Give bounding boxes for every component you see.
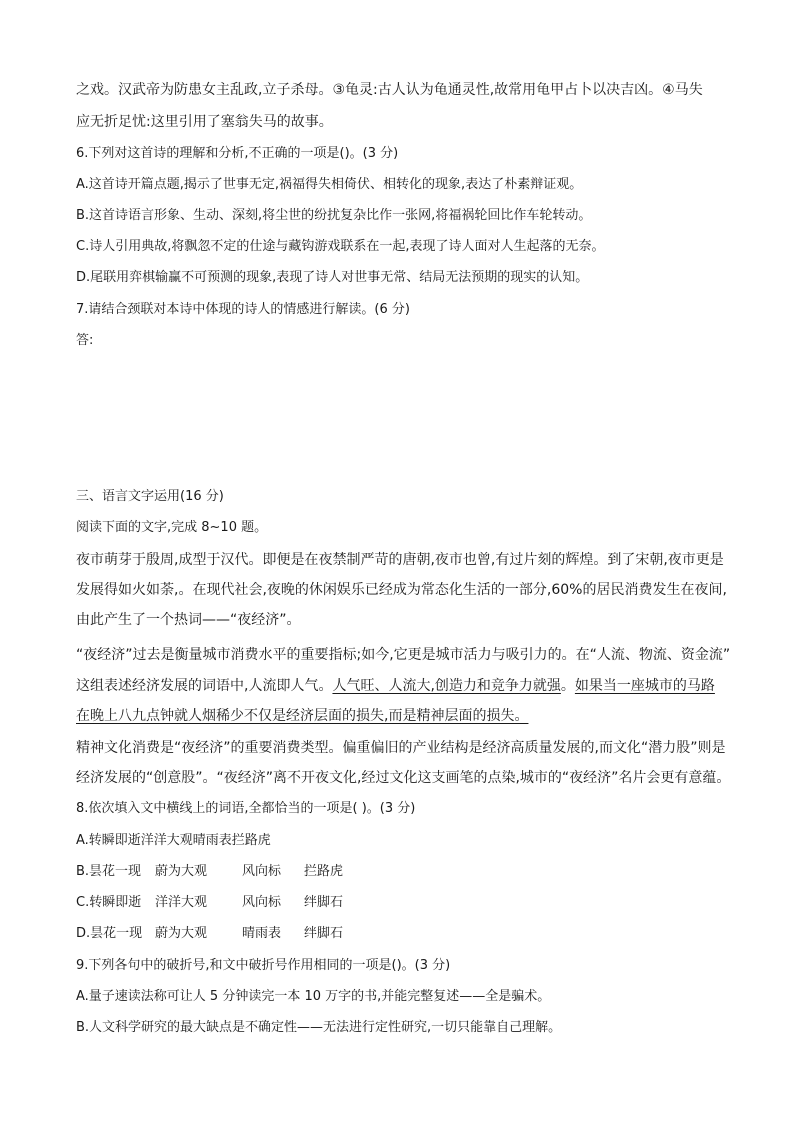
passage-p2-period: 。 [560, 678, 575, 694]
option-d-word-4: 绊脚石 [304, 926, 344, 941]
passage-p1-line-1: 夜市萌芽于殷周,成型于汉代。即便是在夜禁制严苛的唐朝,夜市也曾,有过片刻的辉煌。到了宋朝,夜市更是 [76, 552, 724, 568]
question-9-option-b: B.人文科学研究的最大缺点是不确定性——无法进行定性研究,一切只能靠自己理解。 [76, 1020, 562, 1035]
underlined-sentence-1: 人气旺、人流大,创造力和竞争力就强 [332, 678, 561, 694]
underlined-sentence-2-start: 如果当一座城市的马路 [574, 678, 715, 694]
answer-label: 答: [76, 333, 94, 348]
option-d-word-1: D.昙花一现 [76, 926, 143, 941]
question-9-option-a: A.量子速读法称可让人 5 分钟读完一本 10 万字的书,并能完整复述——全是骗术。 [76, 989, 551, 1004]
passage-p1-line-2: 发展得如火如荼,。在现代社会,夜晚的休闲娱乐已经成为常态化生活的一部分,60%的居民消费发生在夜间, [76, 582, 727, 598]
option-b-word-3: 风向标 [242, 864, 282, 879]
question-6-option-c: C.诗人引用典故,将飘忽不定的仕途与藏钩游戏联系在一起,表现了诗人面对人生起落的无奈。 [76, 239, 605, 254]
passage-p2-line-2 [76, 676, 715, 696]
question-6-option-d: D.尾联用弈棋输赢不可预测的现象,表现了诗人对世事无常、结局无法预期的现实的认知。 [76, 270, 589, 285]
passage-p2-text: 这组表述经济发展的词语中,人流即人气。 [76, 678, 333, 694]
question-6-stem: 6.下列对这首诗的理解和分析,不正确的一项是()。(3 分) [76, 146, 399, 161]
passage-p1-line-3: 由此产生了一个热词——“夜经济”。 [76, 612, 301, 628]
option-c-word-4: 绊脚石 [304, 895, 344, 910]
option-c-word-2: 洋洋大观 [155, 895, 208, 910]
passage-p3-line-2: 经济发展的“创意股”。“夜经济”离不开夜文化,经过文化这支画笔的点染,城市的“夜经济”名片会更有意蕴。 [76, 770, 731, 786]
question-8-option-b [76, 862, 343, 882]
passage-p3-line-1: 精神文化消费是“夜经济”的重要消费类型。偏重偏旧的产业结构是经济高质量发展的,而文化“潜力股”则是 [76, 740, 726, 756]
option-c-word-1: C.转瞬即逝 [76, 895, 142, 910]
question-8-option-d [76, 924, 343, 944]
option-b-word-2: 蔚为大观 [155, 864, 208, 879]
option-d-word-3: 晴雨表 [242, 926, 282, 941]
passage-p2-line-3 [76, 706, 528, 726]
underlined-sentence-2-end: 在晚上八九点钟就人烟稀少不仅是经济层面的损失,而是精神层面的损失。 [76, 708, 529, 724]
passage-p2-line-1: “夜经济”过去是衡量城市消费水平的重要指标;如今,它更是城市活力与吸引力的。在“人流、物流、资金流” [76, 647, 731, 663]
section-3-intro: 阅读下面的文字,完成 8~10 题。 [76, 520, 268, 535]
note-line-1: 之戏。汉武帝为防患女主乱政,立子杀母。③龟灵:古人认为龟通灵性,故常用龟甲占卜以决吉凶。④马失 [76, 82, 703, 98]
question-7-stem: 7.请结合颈联对本诗中体现的诗人的情感进行解读。(6 分) [76, 302, 410, 317]
question-9-stem: 9.下列各句中的破折号,和文中破折号作用相同的一项是()。(3 分) [76, 958, 451, 973]
question-8-option-a: A.转瞬即逝洋洋大观晴雨表拦路虎 [76, 833, 271, 848]
section-3-title: 三、语言文字运用(16 分) [76, 489, 224, 504]
option-b-word-4: 拦路虎 [304, 864, 344, 879]
question-6-option-a: A.这首诗开篇点题,揭示了世事无定,祸福得失相倚伏、相转化的现象,表达了朴素辩证观。 [76, 177, 583, 192]
question-6-option-b: B.这首诗语言形象、生动、深刻,将尘世的纷扰复杂比作一张网,将福祸轮回比作车轮转动。 [76, 208, 592, 223]
note-line-2: 应无折足忧:这里引用了塞翁失马的故事。 [76, 114, 333, 130]
question-8-stem: 8.依次填入文中横线上的词语,全都恰当的一项是( )。(3 分) [76, 801, 416, 816]
option-b-word-1: B.昙花一现 [76, 864, 142, 879]
option-d-word-2: 蔚为大观 [155, 926, 208, 941]
question-8-option-c [76, 893, 343, 913]
option-c-word-3: 风向标 [242, 895, 282, 910]
